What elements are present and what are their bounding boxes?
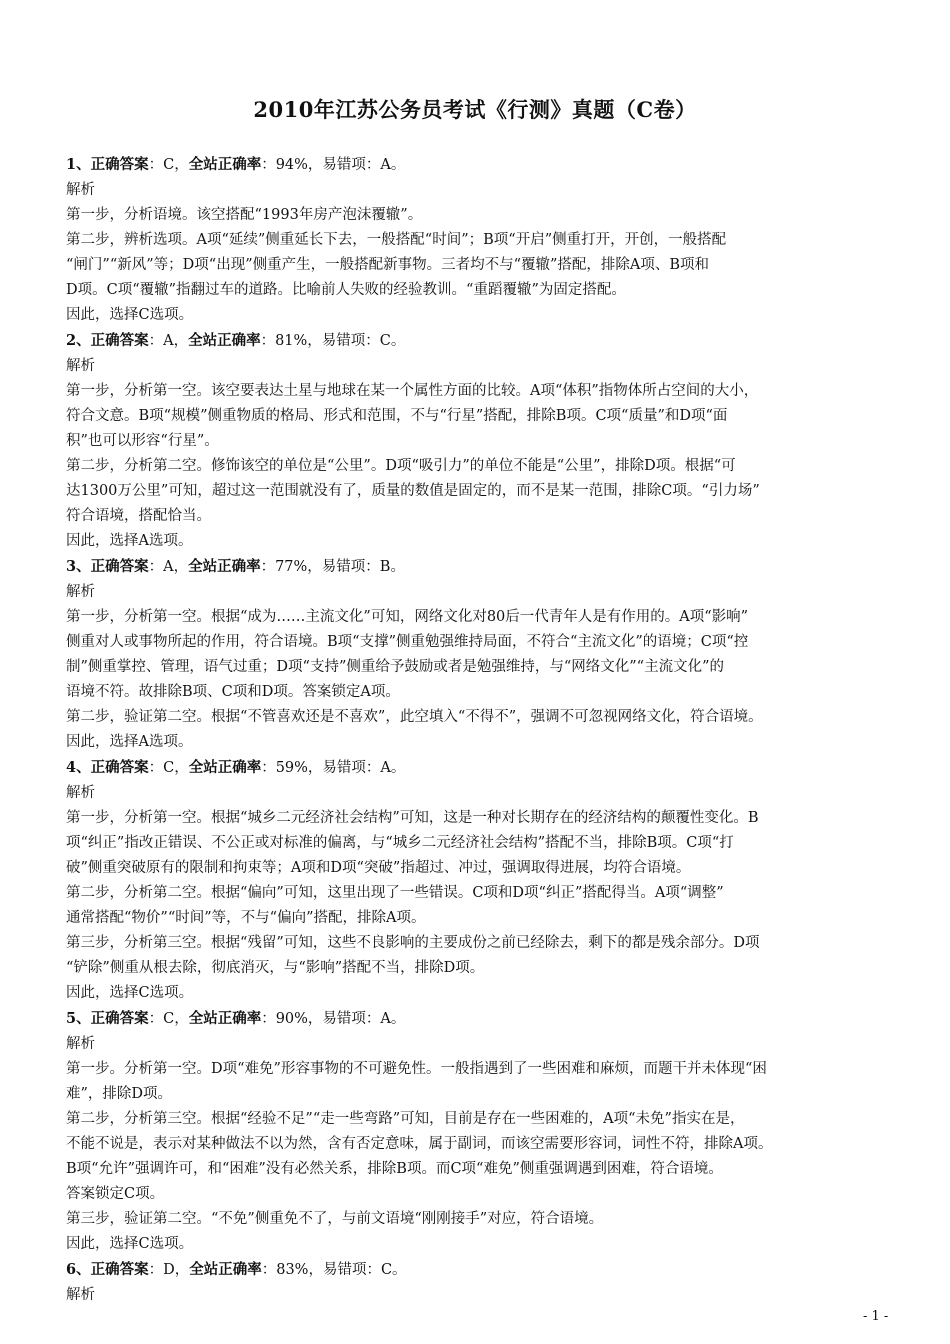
analysis-heading: 解析 (66, 182, 95, 198)
analysis-line: 因此，选择A选项。 (66, 734, 193, 750)
answer-line (66, 1257, 888, 1283)
accuracy-value: ：90%，易错项：A。 (261, 1011, 406, 1027)
page-number: - 1 - (863, 1309, 889, 1324)
analysis-line: “铲除”侧重从根去除，彻底消灭，与“影响”搭配不当，排除D项。 (66, 960, 485, 976)
analysis-heading: 解析 (66, 1036, 95, 1052)
analysis-line: D项。C项“覆辙”指翻过车的道路。比喻前人失败的经验教训。“重蹈覆辙”为固定搭配。 (66, 282, 626, 298)
answer-label: 、正确答案 (76, 1010, 149, 1027)
answer-line (66, 152, 888, 178)
question-number: 6 (66, 1261, 77, 1278)
answer-value: ：C， (148, 760, 189, 776)
analysis-line: 因此，选择C选项。 (66, 985, 194, 1001)
answer-value: ：A， (148, 559, 189, 575)
analysis-line: 语境不符。故排除B项、C项和D项。答案锁定A项。 (66, 684, 400, 700)
accuracy-value: ：77%，易错项：B。 (260, 559, 405, 575)
answer-value: ：A， (148, 333, 189, 349)
analysis-line: 第一步。分析第一空。D项“难免”形容事物的不可避免性。一般指遇到了一些困难和麻烦，而题干并未体现“困 (66, 1061, 767, 1077)
accuracy-label: 全站正确率 (188, 558, 261, 575)
answer-label: 、正确答案 (76, 1261, 149, 1278)
answer-line (66, 755, 888, 781)
accuracy-label: 全站正确率 (188, 156, 262, 173)
answer-value: ：D， (148, 1262, 190, 1278)
answer-line (66, 554, 888, 580)
analysis-line: B项“允许”强调许可，和“困难”没有必然关系，排除B项。而C项“难免”侧重强调遇到困难，符合语境。 (66, 1161, 723, 1177)
analysis-heading: 解析 (66, 358, 95, 374)
accuracy-label: 全站正确率 (188, 1010, 262, 1027)
answer-line (66, 1006, 888, 1032)
analysis-heading: 解析 (66, 785, 95, 801)
question-block (66, 152, 888, 328)
analysis-line: 侧重对人或事物所起的作用，符合语境。B项“支撑”侧重勉强维持局面，不符合“主流文化”的语境；C项“控 (66, 634, 749, 650)
analysis-line: 因此，选择C选项。 (66, 1236, 194, 1252)
analysis-line: 因此，选择A选项。 (66, 533, 193, 549)
question-block (66, 328, 888, 554)
accuracy-label: 全站正确率 (188, 332, 261, 349)
question-number: 1 (66, 156, 77, 173)
accuracy-label: 全站正确率 (189, 1261, 262, 1278)
analysis-line: 第三步，分析第三空。根据“残留”可知，这些不良影响的主要成份之前已经除去，剩下的都是残余部分。D项 (66, 935, 760, 951)
analysis-line: 制”侧重掌控、管理，语气过重；D项“支持”侧重给予鼓励或者是勉强维持，与“网络文化”“主流文化”的 (66, 659, 725, 675)
analysis-line: 破”侧重突破原有的限制和拘束等；A项和D项“突破”指超过、冲过，强调取得进展，均符合语境。 (66, 860, 691, 876)
analysis-line: 第一步，分析语境。该空搭配“1993年房产泡沫覆辙”。 (66, 207, 423, 223)
question-block (66, 755, 888, 1006)
answer-value: ：C， (148, 1011, 189, 1027)
analysis-line: 不能不说是，表示对某种做法不以为然，含有否定意味，属于副词，而该空需要形容词，词性不符，排除A项。 (66, 1136, 773, 1152)
analysis-line: 符合语境，搭配恰当。 (66, 508, 211, 524)
analysis-line: 符合文意。B项“规模”侧重物质的格局、形式和范围，不与“行星”搭配，排除B项。C项“质量”和D项“面 (66, 408, 728, 424)
analysis-line: 积”也可以形容“行星”。 (66, 433, 219, 449)
analysis-line: 难”，排除D项。 (66, 1086, 173, 1102)
question-block (66, 1257, 888, 1308)
answer-label: 、正确答案 (76, 558, 149, 575)
question-number: 2 (66, 332, 77, 349)
analysis-line: 第一步，分析第一空。根据“城乡二元经济社会结构”可知，这是一种对长期存在的经济结构的颠覆性变化。B (66, 810, 759, 826)
analysis-line: 第一步，分析第一空。根据“成为……主流文化”可知，网络文化对80后一代青年人是有作用的。A项“影响” (66, 609, 749, 625)
analysis-line: 第二步，分析第三空。根据“经验不足”“走一些弯路”可知，目前是存在一些困难的，A项“未免”指实在是， (66, 1111, 745, 1127)
analysis-line: 第二步，分析第二空。修饰该空的单位是“公里”。D项“吸引力”的单位不能是“公里”，排除D项。根据“可 (66, 458, 736, 474)
answer-line (66, 328, 888, 354)
analysis-line: 通常搭配“物价”“时间”等，不与“偏向”搭配，排除A项。 (66, 910, 426, 926)
analysis-line: 因此，选择C选项。 (66, 307, 194, 323)
analysis-line: 第二步，辨析选项。A项“延续”侧重延长下去，一般搭配“时间”；B项“开启”侧重打开，开创，一般搭配 (66, 232, 727, 248)
analysis-line: 第二步，验证第二空。根据“不管喜欢还是不喜欢”，此空填入“不得不”，强调不可忽视网络文化，符合语境。 (66, 709, 763, 725)
analysis-line: 第一步，分析第一空。该空要表达土星与地球在某一个属性方面的比较。A项“体积”指物体所占空间的大小， (66, 383, 759, 399)
analysis-line: “闸门”“新风”等；D项“出现”侧重产生，一般搭配新事物。三者均不与“覆辙”搭配，排除A项、B项和 (66, 257, 710, 273)
analysis-line: 达1300万公里”可知，超过这一范围就没有了，质量的数值是固定的，而不是某一范围，排除C项。“引力场” (66, 483, 760, 499)
document-body (66, 152, 888, 1308)
analysis-heading: 解析 (66, 584, 95, 600)
question-number: 3 (66, 558, 77, 575)
answer-label: 、正确答案 (76, 156, 149, 173)
analysis-heading: 解析 (66, 1287, 95, 1303)
answer-label: 、正确答案 (76, 759, 149, 776)
analysis-line: 答案锁定C项。 (66, 1186, 165, 1202)
question-number: 4 (66, 759, 77, 776)
answer-label: 、正确答案 (76, 332, 149, 349)
accuracy-label: 全站正确率 (188, 759, 262, 776)
accuracy-value: ：81%，易错项：C。 (260, 333, 406, 349)
analysis-line: 项“纠正”指改正错误、不公正或对标准的偏离，与“城乡二元经济社会结构”搭配不当，排除B项。C项“打 (66, 835, 734, 851)
question-number: 5 (66, 1010, 77, 1027)
analysis-line: 第三步，验证第二空。“不免”侧重免不了，与前文语境“刚刚接手”对应，符合语境。 (66, 1211, 604, 1227)
page-title: 2010年江苏公务员考试《行测》真题（C卷） (253, 97, 697, 122)
answer-value: ：C， (148, 157, 189, 173)
analysis-line: 第二步，分析第二空。根据“偏向”可知，这里出现了一些错误。C项和D项“纠正”搭配得当。A项“调整” (66, 885, 724, 901)
accuracy-value: ：83%，易错项：C。 (261, 1262, 407, 1278)
accuracy-value: ：94%，易错项：A。 (261, 157, 406, 173)
question-block (66, 1006, 888, 1257)
accuracy-value: ：59%，易错项：A。 (261, 760, 406, 776)
question-block (66, 554, 888, 755)
